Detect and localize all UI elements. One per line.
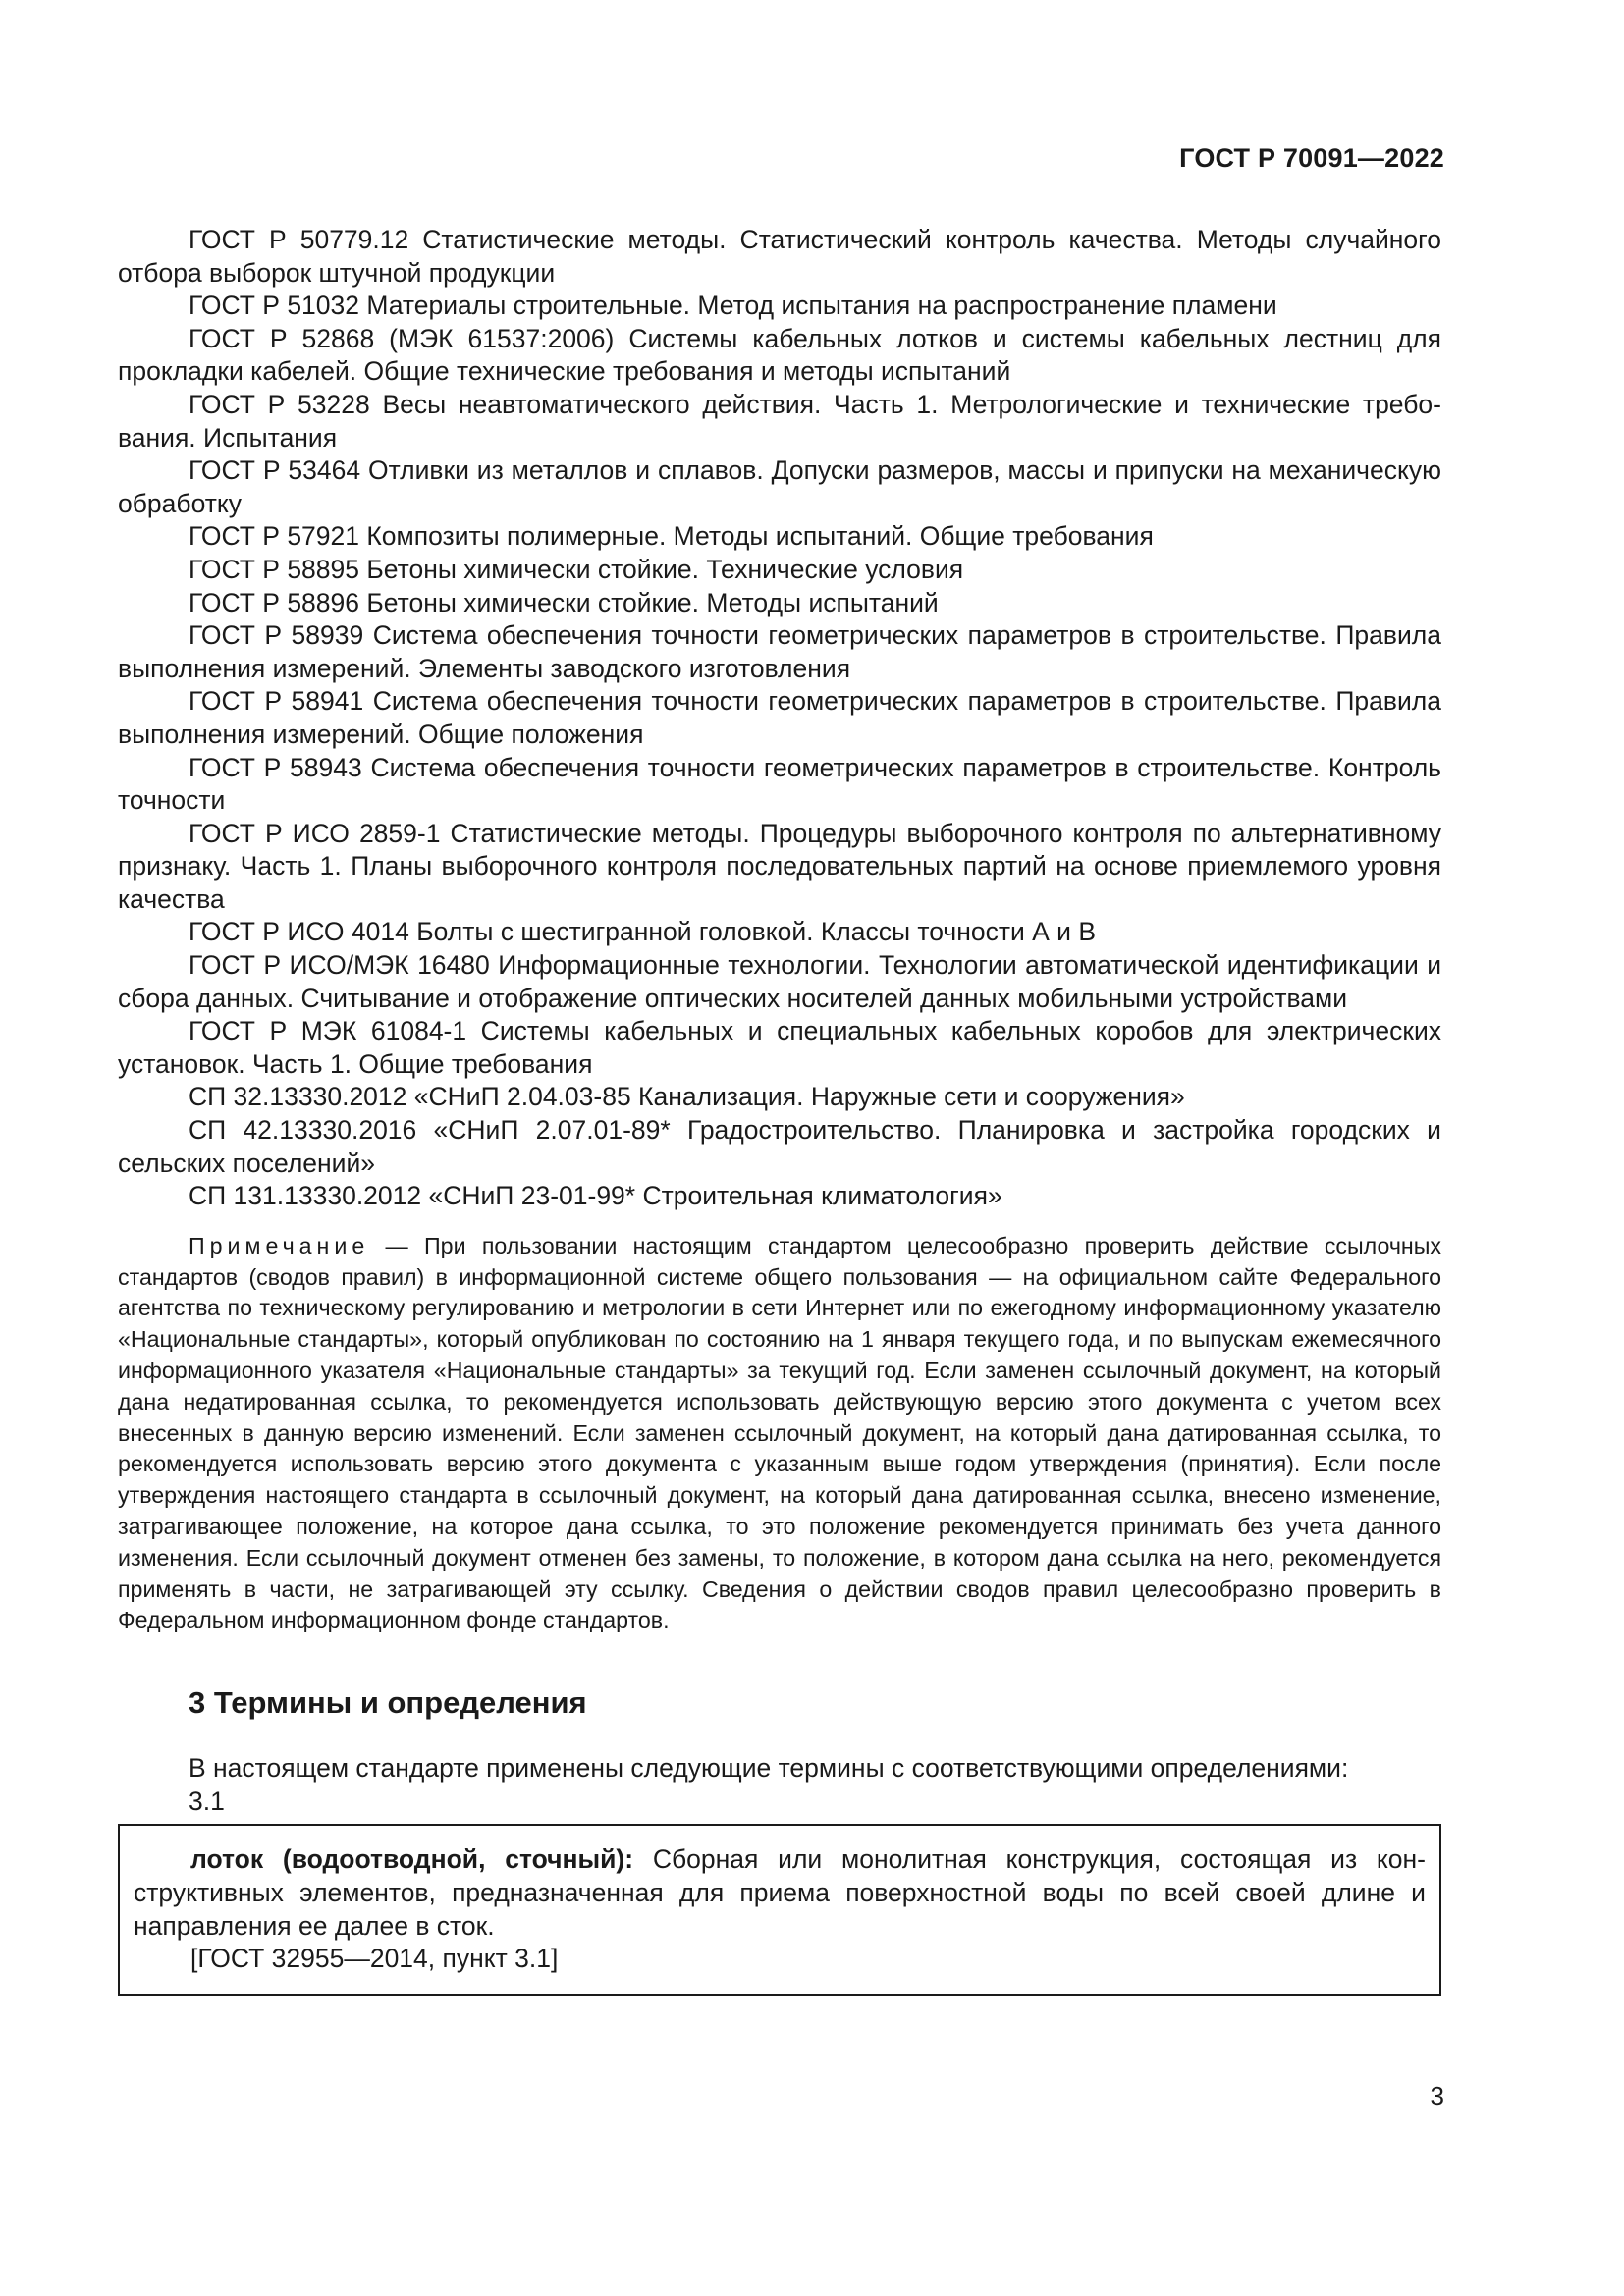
reference-item: ГОСТ Р ИСО 4014 Болты с шестигранной головкой. Классы точности А и В — [189, 917, 1097, 947]
reference-item: СП 131.13330.2012 «СНиП 23-01-99* Строительная климатология» — [189, 1181, 1002, 1211]
note-paragraph — [118, 1231, 1441, 1636]
section-intro: В настоящем стандарте применены следующие термины с соответствующими определениями: — [189, 1753, 1349, 1784]
term-definition — [134, 1843, 1426, 1943]
reference-item: ГОСТ Р 50779.12 Статистические методы. Статистический контроль качества. Методы случайного отбора выборок штучной продукции — [118, 225, 1441, 288]
term-definition-text: Сборная или монолитная конструкция, состоящая из конструктивных элементов, предназначенная для приема поверхностной воды по всей своей длине и направления ее далее в сток. — [134, 1844, 1426, 1941]
page-content — [118, 224, 1441, 1996]
term-definition-box — [118, 1824, 1441, 1995]
document-header: ГОСТ Р 70091—2022 — [1179, 143, 1444, 173]
reference-item: ГОСТ Р 51032 Материалы строительные. Метод испытания на распространение пламени — [189, 291, 1277, 321]
reference-item: ГОСТ Р 58939 Система обеспечения точности геометрических параметров в строительстве. Правила выполнения измерений. Элементы заводского изготовления — [118, 620, 1441, 683]
note-label: Примечание — [189, 1232, 370, 1258]
reference-item: ГОСТ Р 58896 Бетоны химически стойкие. Методы испытаний — [189, 587, 939, 617]
term-name: лоток (водоотводной, сточный): — [190, 1844, 634, 1875]
page-number: 3 — [1430, 2081, 1444, 2110]
reference-item: ГОСТ Р ИСО/МЭК 16480 Информационные технологии. Технологии автоматической идентификации и сбора данных. Считывание и отображение оптических носителей данных мобильными устройствами — [118, 950, 1441, 1013]
note-dash: — — [369, 1232, 425, 1258]
term-source: [ГОСТ 32955—2014, пункт 3.1] — [190, 1944, 559, 1974]
normative-references-list — [118, 224, 1441, 1213]
reference-item: ГОСТ Р 57921 Композиты полимерные. Методы испытаний. Общие требования — [189, 521, 1154, 552]
reference-item: СП 42.13330.2016 «СНиП 2.07.01-89* Градостроительство. Планировка и застройка городских и сельских поселений» — [118, 1115, 1441, 1178]
note-text: При пользовании настоящим стандартом целесообразно проверить действие ссылочных стандартов (сводов правил) в информационной системе общего пользования — на официальном сайте Федерального агентства по техническому регулированию и метрологии в сети Интернет или по ежегодному информационному указателю «Национальные стандарты», который опубликован по состоянию на 1 января текущего года, и по выпускам ежемесячного информационного указателя «Национальные стандарты» за текущий год. Если заменен ссылочный документ, на который дана недатированная ссылка, то рекомендуется использовать действующую версию этого документа с учетом всех внесенных в данную версию изменений. Если заменен ссылочный документ, на который дана датированная ссылка, то рекомендуется использовать версию этого документа с указанным выше годом утверждения (принятия). Если после утверждения настоящего стандарта в ссылочный документ, на который дана датированная ссылка, внесено изменение, затрагивающее положение, на которое дана ссылка, то это положение рекомендуется принимать без учета данного изменения. Если ссылочный документ отменен без замены, то положение, в котором дана ссылка на него, рекомендуется применять в части, не затрагивающей эту ссылку. Сведения о действии сводов правил целесообразно проверить в Федеральном информационном фонде стандартов. — [118, 1232, 1441, 1633]
reference-item: ГОСТ Р 52868 (МЭК 61537:2006) Системы кабельных лотков и системы кабельных лестниц для прокладки кабелей. Общие технические требования и методы испытаний — [118, 323, 1441, 387]
reference-item: ГОСТ Р 58943 Система обеспечения точности геометрических параметров в строительстве. Контроль точности — [118, 752, 1441, 816]
reference-item: СП 32.13330.2012 «СНиП 2.04.03-85 Канализация. Наружные сети и сооружения» — [189, 1082, 1185, 1112]
reference-item: ГОСТ Р ИСО 2859-1 Статистические методы. Процедуры выборочного контроля по альтернативному признаку. Часть 1. Планы выборочного контроля последовательных партий на основе приемлемого уровня качества — [118, 818, 1441, 914]
section-title: 3 Термины и определения — [189, 1685, 587, 1721]
reference-item: ГОСТ Р 58895 Бетоны химически стойкие. Технические условия — [189, 554, 964, 584]
reference-item: ГОСТ Р 53228 Весы неавтоматического действия. Часть 1. Метрологические и технические требования. Испытания — [118, 389, 1441, 453]
reference-item: ГОСТ Р 58941 Система обеспечения точности геометрических параметров в строительстве. Правила выполнения измерений. Общие положения — [118, 686, 1441, 749]
reference-item: ГОСТ Р МЭК 61084-1 Системы кабельных и специальных кабельных коробов для электрических установок. Часть 1. Общие требования — [118, 1016, 1441, 1079]
reference-item: ГОСТ Р 53464 Отливки из металлов и сплавов. Допуски размеров, массы и припуски на механическую обработку — [118, 455, 1441, 518]
term-number: 3.1 — [189, 1786, 225, 1816]
